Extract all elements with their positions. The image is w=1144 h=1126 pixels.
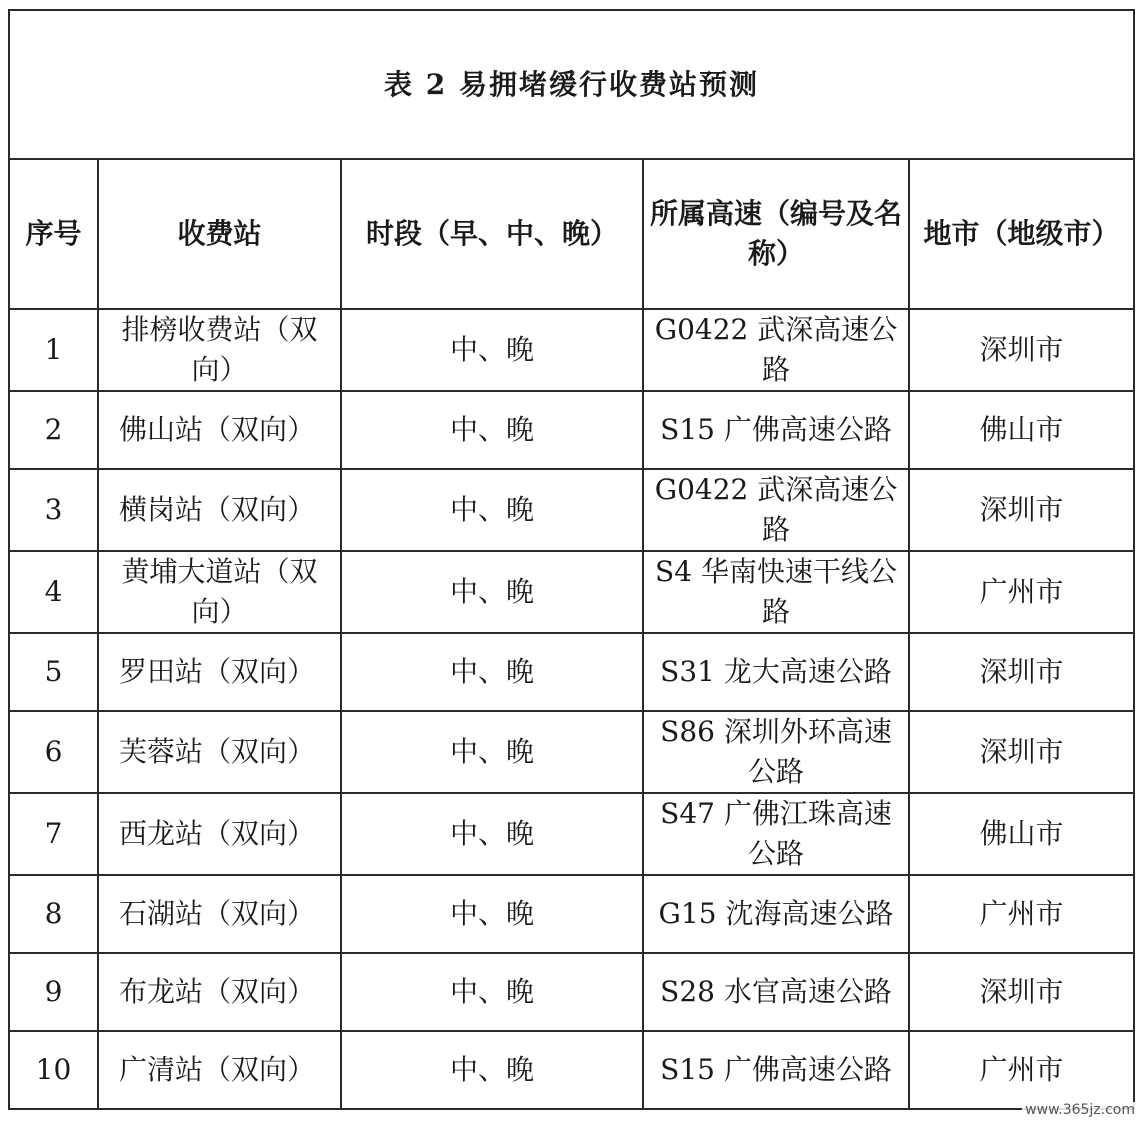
cell-no: 9 xyxy=(9,953,98,1031)
cell-station: 罗田站（双向） xyxy=(98,633,341,711)
cell-station: 布龙站（双向） xyxy=(98,953,341,1031)
cell-city: 深圳市 xyxy=(909,469,1134,551)
cell-city: 佛山市 xyxy=(909,391,1134,469)
cell-period: 中、晚 xyxy=(341,309,643,391)
table-row xyxy=(9,391,1134,469)
table-title: 表 2 易拥堵缓行收费站预测 xyxy=(9,10,1134,159)
cell-period: 中、晚 xyxy=(341,469,643,551)
cell-highway: S28 水官高速公路 xyxy=(643,953,909,1031)
cell-city: 深圳市 xyxy=(909,309,1134,391)
cell-period: 中、晚 xyxy=(341,793,643,875)
cell-no: 7 xyxy=(9,793,98,875)
cell-period: 中、晚 xyxy=(341,1031,643,1109)
cell-no: 2 xyxy=(9,391,98,469)
cell-period: 中、晚 xyxy=(341,633,643,711)
table-row xyxy=(9,469,1134,551)
cell-period: 中、晚 xyxy=(341,875,643,953)
table-row xyxy=(9,953,1134,1031)
cell-highway: S86 深圳外环高速公路 xyxy=(643,711,909,793)
cell-city: 广州市 xyxy=(909,1031,1134,1109)
header-row xyxy=(9,159,1134,309)
cell-station: 黄埔大道站（双向） xyxy=(98,551,341,633)
cell-highway: S15 广佛高速公路 xyxy=(643,391,909,469)
cell-no: 1 xyxy=(9,309,98,391)
cell-no: 8 xyxy=(9,875,98,953)
site-watermark: www.365jz.com xyxy=(1022,1102,1138,1118)
header-no: 序号 xyxy=(9,159,98,309)
cell-highway: S47 广佛江珠高速公路 xyxy=(643,793,909,875)
cell-no: 6 xyxy=(9,711,98,793)
table-row xyxy=(9,793,1134,875)
cell-city: 深圳市 xyxy=(909,711,1134,793)
cell-station: 排榜收费站（双向） xyxy=(98,309,341,391)
header-station: 收费站 xyxy=(98,159,341,309)
cell-city: 佛山市 xyxy=(909,793,1134,875)
header-period: 时段（早、中、晚） xyxy=(341,159,643,309)
cell-highway: G0422 武深高速公路 xyxy=(643,469,909,551)
cell-highway: S15 广佛高速公路 xyxy=(643,1031,909,1109)
cell-highway: S4 华南快速干线公路 xyxy=(643,551,909,633)
cell-city: 广州市 xyxy=(909,875,1134,953)
cell-station: 芙蓉站（双向） xyxy=(98,711,341,793)
toll-station-table xyxy=(8,9,1135,1110)
header-city: 地市（地级市） xyxy=(909,159,1134,309)
cell-station: 石湖站（双向） xyxy=(98,875,341,953)
cell-period: 中、晚 xyxy=(341,711,643,793)
table-row xyxy=(9,1031,1134,1109)
table-row xyxy=(9,711,1134,793)
cell-period: 中、晚 xyxy=(341,551,643,633)
cell-station: 广清站（双向） xyxy=(98,1031,341,1109)
header-highway: 所属高速（编号及名称） xyxy=(643,159,909,309)
cell-station: 西龙站（双向） xyxy=(98,793,341,875)
cell-period: 中、晚 xyxy=(341,391,643,469)
table-row xyxy=(9,875,1134,953)
cell-city: 深圳市 xyxy=(909,633,1134,711)
cell-no: 5 xyxy=(9,633,98,711)
cell-city: 深圳市 xyxy=(909,953,1134,1031)
cell-no: 4 xyxy=(9,551,98,633)
cell-highway: G15 沈海高速公路 xyxy=(643,875,909,953)
cell-no: 3 xyxy=(9,469,98,551)
table-row xyxy=(9,551,1134,633)
cell-highway: S31 龙大高速公路 xyxy=(643,633,909,711)
table-row xyxy=(9,309,1134,391)
cell-no: 10 xyxy=(9,1031,98,1109)
cell-city: 广州市 xyxy=(909,551,1134,633)
cell-period: 中、晚 xyxy=(341,953,643,1031)
cell-highway: G0422 武深高速公路 xyxy=(643,309,909,391)
table-row xyxy=(9,633,1134,711)
cell-station: 横岗站（双向） xyxy=(98,469,341,551)
cell-station: 佛山站（双向） xyxy=(98,391,341,469)
